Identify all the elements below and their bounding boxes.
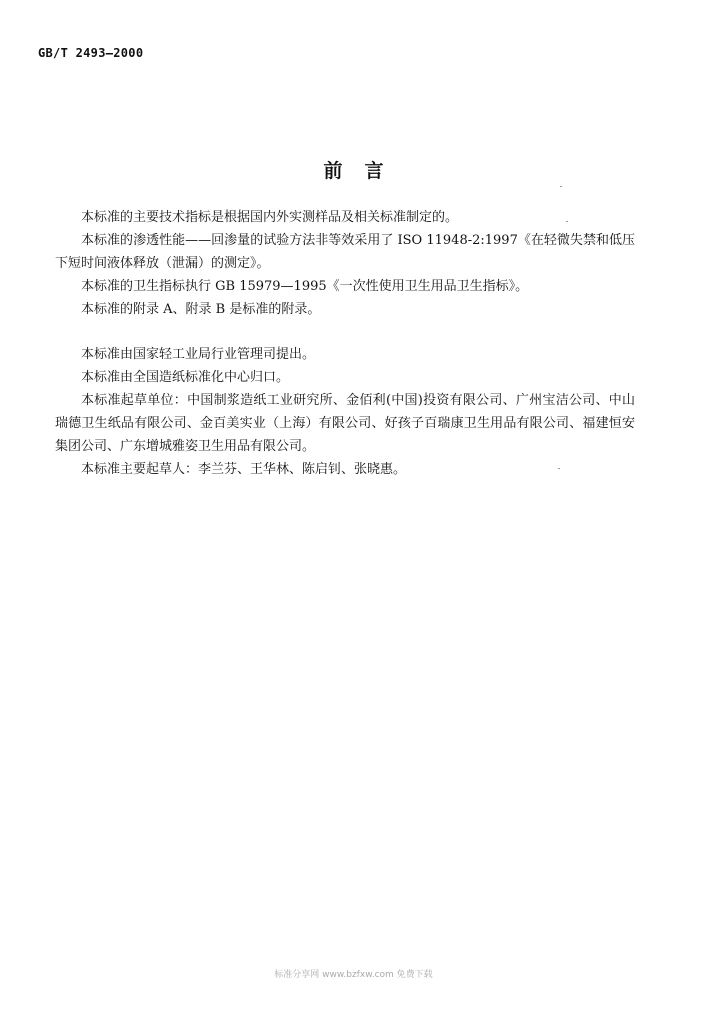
preface-body xyxy=(55,206,635,481)
footer-watermark: 标准分享网 www.bzfxw.com 免费下载 xyxy=(274,970,433,980)
paragraph: 本标准的渗透性能——回渗量的试验方法非等效采用了 ISO 11948-2:1997《在轻微失禁和低压下短时间液体释放（泄漏）的测定》。 xyxy=(55,233,635,271)
document-code: GB/T 2493—2000 xyxy=(38,46,144,60)
paragraph: 本标准由国家轻工业局行业管理司提出。 xyxy=(81,347,316,362)
scan-speck xyxy=(558,468,560,469)
paragraph-spacer xyxy=(55,321,635,343)
paragraph: 本标准的附录 A、附录 B 是标准的附录。 xyxy=(81,302,321,317)
scan-speck xyxy=(566,221,568,222)
paragraph: 本标准的卫生指标执行 GB 15979—1995《一次性使用卫生用品卫生指标》。 xyxy=(81,279,529,294)
paragraph: 本标准主要起草人：李兰芬、王华林、陈启钊、张晓惠。 xyxy=(81,462,407,477)
paragraph: 本标准起草单位：中国制浆造纸工业研究所、金佰利(中国)投资有限公司、广州宝洁公司、中山瑞德卫生纸品有限公司、金百美实业（上海）有限公司、好孩子百瑞康卫生用品有限公司、福建恒安集团公司、广东增城雅姿卫生用品有限公司。 xyxy=(55,393,635,454)
paragraph: 本标准由全国造纸标准化中心归口。 xyxy=(81,370,290,385)
scan-speck xyxy=(560,186,562,187)
section-title: 前言 xyxy=(323,160,406,182)
paragraph: 本标准的主要技术指标是根据国内外实测样品及相关标准制定的。 xyxy=(81,210,459,225)
